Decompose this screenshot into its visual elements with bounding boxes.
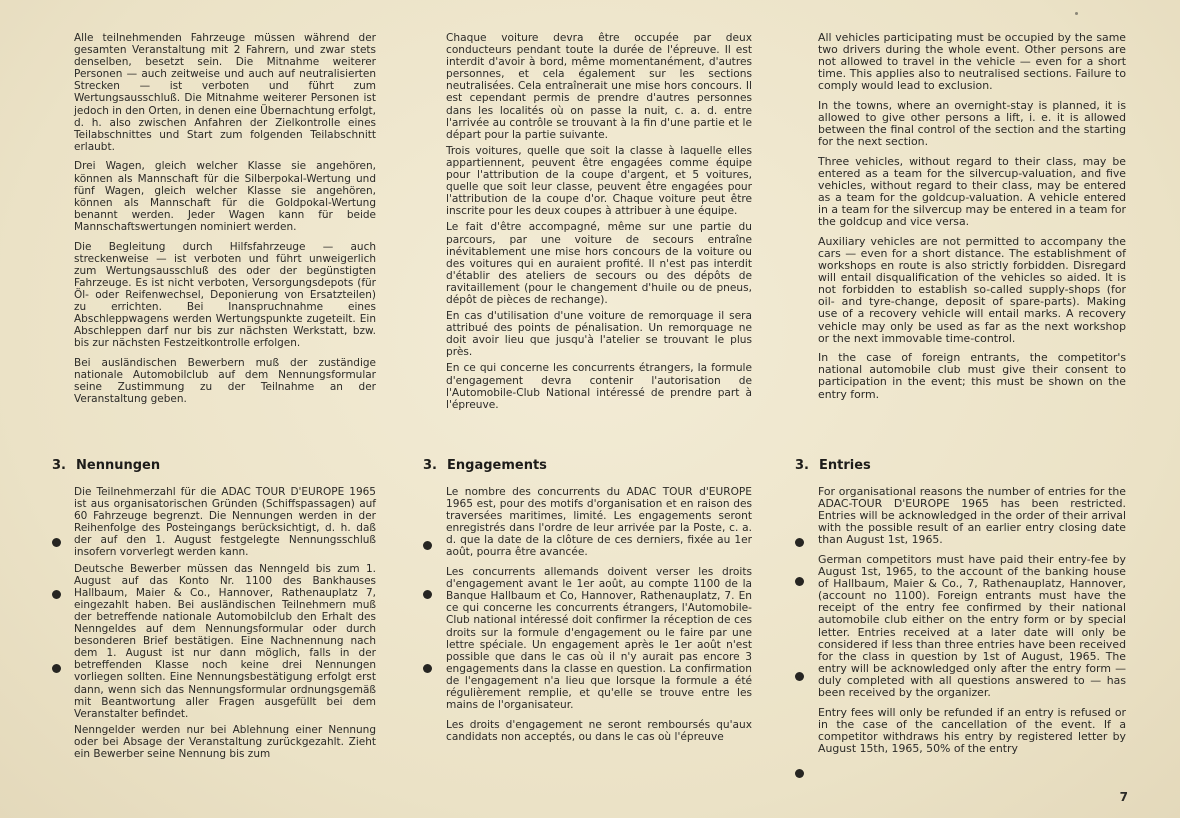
paragraph: All vehicles participating must be occupied by the same two drivers during the whole event. Other persons are not allowed to travel in the vehicle — even for a short time. This applies also to neutralised sections. Failure to comply would lead to exclusion.	[818, 31, 1126, 93]
section-number: 3.	[52, 458, 66, 473]
bullet-dot	[795, 672, 804, 681]
bullet-dot	[795, 577, 804, 586]
paragraph: In the case of foreign entrants, the competitor's national automobile club must give their consent to participation in the event; this must be shown on the entry form.	[818, 351, 1126, 401]
bullet-dot	[423, 541, 432, 550]
paragraph: Alle teilnehmenden Fahrzeuge müssen während der gesamten Veranstaltung mit 2 Fahrern, und zwar stets denselben, besetzt sein. Die Mitnahme weiterer Personen — auch zeitweise und auch auf neutralisierten Strecken — ist verboten und führt zum Wertungsausschluß. Die Mitnahme weiterer Personen ist jedoch in den Orten, in denen eine Übernachtung erfolgt, d. h. also zwischen Anfahren der Zielkontrolle eines Teilabschnittes und Start zum folgenden Teilabschnitt erlaubt.	[74, 32, 376, 153]
column-german-top	[74, 32, 376, 405]
paragraph: German competitors must have paid their entry-fee by August 1st, 1965, to the account of the banking house of Hallbaum, Maier & Co., 7, Rathenauplatz, Hannover, (account no 1100). Foreign entrants must have the receipt of the entry fee confirmed by their national automobile club either on the entry form or by special letter. Entries received at a later date will only be considered if less than three entries have been received for the class in question by 1st of August, 1965. The entry will be acknowledged only after the entry form — duly completed with all questions answered to — has been received by the organizer.	[818, 552, 1126, 699]
section-heading-entries	[795, 458, 871, 473]
paper-speck	[1075, 12, 1078, 15]
section-title: Entries	[819, 458, 871, 473]
paragraph: Bei ausländischen Bewerbern muß der zuständige nationale Automobilclub auf dem Nennungsformular seine Zustimmung zu der Teilnahme an der Veranstaltung geben.	[74, 356, 376, 406]
bullet-dot	[52, 664, 61, 673]
bullet-dot	[52, 538, 61, 547]
bullet-dot	[423, 590, 432, 599]
paragraph: Les droits d'engagement ne seront remboursés qu'aux candidats non acceptés, ou dans le cas où l'épreuve	[446, 718, 752, 743]
paragraph: Drei Wagen, gleich welcher Klasse sie angehören, können als Mannschaft für die Silberpokal-Wertung und fünf Wagen, gleich welcher Klasse sie angehören, können als Mannschaft für die Goldpokal-Wertung benannt werden. Jeder Wagen kann für beide Mannschaftswertungen nominiert werden.	[74, 160, 376, 233]
page-number: 7	[1119, 790, 1128, 804]
paragraph: En cas d'utilisation d'une voiture de remorquage il sera attribué des points de pénalisation. Un remorquage ne doit avoir lieu que jusqu'à l'atelier se trouvant le plus près.	[446, 310, 752, 359]
paragraph: Trois voitures, quelle que soit la classe à laquelle elles appartiennent, peuvent être engagées comme équipe pour l'attribution de la coupe d'argent, et 5 voitures, quelle que soit leur classe, peuvent être engagées pour l'attribution de la coupe d'or. Chaque voiture peut être inscrite pour les deux coupes à attribuer à une équipe.	[446, 144, 752, 218]
paragraph: Deutsche Bewerber müssen das Nenngeld bis zum 1. August auf das Konto Nr. 1100 des Bankhauses Hallbaum, Maier & Co., Hannover, Rathenauplatz 7, eingezahlt haben. Bei ausländischen Teilnehmern muß der betreffende nationale Automobilclub den Erhalt des Nenngeldes auf dem Nennungsformular oder durch besonderen Brief bestätigen. Eine Nachnennung nach dem 1. August ist nur dann möglich, falls in der betreffenden Klasse noch keine drei Nennungen vorliegen sollten. Eine Nennungsbestätigung erfolgt erst dann, wenn sich das Nennungsformular ordnungsgemäß mit Beantwortung aller Fragen ausgefüllt bei dem Veranstalter befindet.	[74, 562, 376, 720]
paragraph: Nenngelder werden nur bei Ablehnung einer Nennung oder bei Absage der Veranstaltung zurückgezahlt. Zieht ein Bewerber seine Nennung bis zum	[74, 723, 376, 760]
section-heading-engagements	[423, 458, 547, 473]
paragraph: Les concurrents allemands doivent verser les droits d'engagement avant le 1er août, au compte 1100 de la Banque Hallbaum et Co, Hannover, Rathenauplatz, 7. En ce qui concerne les concurrents étrangers, l'Automobile-Club national intéressé doit confirmer la réception de ces droits sur la formule d'engagement ou le faire par une lettre spéciale. Un engagement après le 1er août n'est possible que dans le cas où il n'y aurait pas encore 3 engagements dans la classe en question. La confirmation de l'engagement n'a lieu que lorsque la formule a été régulièrement remplie, et qu'elle se trouve entre les mains de l'organisateur.	[446, 566, 752, 712]
paragraph: Three vehicles, without regard to their class, may be entered as a team for the silvercup-valuation, and five vehicles, without regard to their class, may be entered as a team for the goldcup-valuation. A vehicle entered in a team for the silvercup may be entered in a team for the goldcup and vice versa.	[818, 154, 1126, 229]
column-english-bottom	[818, 486, 1126, 755]
section-heading-nennungen	[52, 458, 160, 473]
section-title: Nennungen	[76, 458, 161, 473]
bullet-dot	[795, 769, 804, 778]
paragraph: Chaque voiture devra être occupée par deux conducteurs pendant toute la durée de l'épreuve. Il est interdit d'avoir à bord, même momentanément, d'autres personnes, et cela également sur les sections neutralisées. Cela entraînerait une mise hors concours. Il est cependant permis de prendre d'autres personnes dans les localités où on passe la nuit, c. a. d. entre l'arrivée au contrôle se trouvant à la fin d'une partie et le départ pour la partie suivante.	[446, 32, 752, 141]
column-german-bottom	[74, 486, 376, 760]
paragraph: En ce qui concerne les concurrents étrangers, la formule d'engagement devra contenir l'autorisation de l'Automobile-Club National intéressé de prendre part à l'épreuve.	[446, 362, 752, 411]
paragraph: Die Begleitung durch Hilfsfahrzeuge — auch streckenweise — ist verboten und führt unweigerlich zum Wertungsausschluß des oder der begünstigten Fahrzeuge. Es ist nicht verboten, Versorgungsdepots (für Öl- oder Reifenwechsel, Deponierung von Ersatzteilen) zu errichten. Bei Inanspruchnahme eines Abschleppwagens werden Wertungspunkte zugeteilt. Ein Abschleppen darf nur bis zur nächsten Werkstatt, bzw. bis zur nächsten Festzeitkontrolle erfolgen.	[74, 240, 376, 350]
paragraph: Le nombre des concurrents du ADAC TOUR d'EUROPE 1965 est, pour des motifs d'organisation et en raison des traversées maritimes, limité. Les engagements seront enregistrés dans l'ordre de leur arrivée par la Poste, c. a. d. que la date de la clôture de ces derniers, fixée au 1er août, pourra être avancée.	[446, 486, 752, 559]
paragraph: Die Teilnehmerzahl für die ADAC TOUR D'EUROPE 1965 ist aus organisatorischen Gründen (Schiffspassagen) auf 60 Fahrzeuge begrenzt. Die Nennungen werden in der Reihenfolge des Posteingangs berücksichtigt, d. h. daß der auf den 1. August festgelegte Nennungsschluß insofern vorverlegt werden kann.	[74, 486, 376, 559]
section-title: Engagements	[447, 458, 547, 473]
paragraph: Auxiliary vehicles are not permitted to accompany the cars — even for a short distance. The establishment of workshops en route is also strictly forbidden. Disregard will entail disqualification of the vehicles so aided. It is not forbidden to establish so-called supply-shops (for oil- and tyre-change, deposit of spare-parts). Making use of a recovery vehicle will entail marks. A recovery vehicle may only be used as far as the next workshop or the next immovable time-control.	[818, 234, 1126, 345]
paragraph: In the towns, where an overnight-stay is planned, it is allowed to give other persons a lift, i. e. it is allowed between the final control of the section and the starting for the next section.	[818, 98, 1126, 149]
paragraph: For organisational reasons the number of entries for the ADAC-TOUR D'EUROPE 1965 has been restricted. Entries will be acknowledged in the order of their arrival with the possible result of an earlier entry closing date than August 1st, 1965.	[818, 485, 1126, 547]
column-french-top	[446, 32, 752, 411]
bullet-dot	[795, 538, 804, 547]
bullet-dot	[52, 590, 61, 599]
paragraph: Le fait d'être accompagné, même sur une partie du parcours, par une voiture de secours entraîne inévitablement une mise hors concours de la voiture ou des voitures qui en auraient profité. Il n'est pas interdit d'établir des ateliers de secours ou des dépôts de ravitaillement (pour le changement d'huile ou de pneus, dépôt de pièces de rechange).	[446, 221, 752, 306]
section-number: 3.	[795, 458, 809, 473]
section-number: 3.	[423, 458, 437, 473]
column-english-top	[818, 32, 1126, 401]
bullet-dot	[423, 664, 432, 673]
paragraph: Entry fees will only be refunded if an entry is refused or in the case of the cancellation of the event. If a competitor withdraws his entry by registered letter by August 15th, 1965, 50% of the entry	[818, 705, 1126, 755]
column-french-bottom	[446, 486, 752, 743]
